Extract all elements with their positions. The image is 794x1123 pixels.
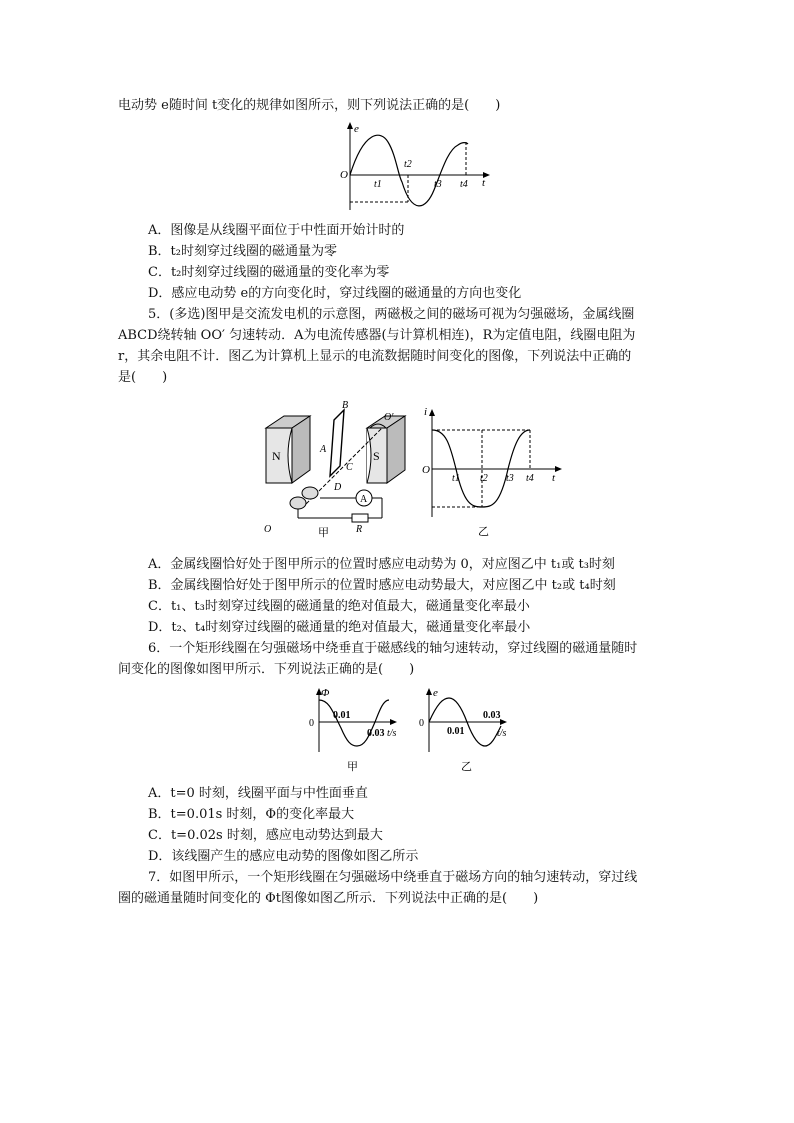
- svg-text:t/s: t/s: [387, 728, 397, 739]
- q5-generator-diagram: [262, 398, 412, 538]
- svg-text:0.01: 0.01: [333, 710, 351, 721]
- svg-text:O′: O′: [384, 412, 394, 423]
- q4-option-c: C．t₂时刻穿过线圈的磁通量的变化率为零: [148, 265, 390, 280]
- svg-text:O: O: [422, 464, 430, 476]
- q6-stem-2: 间变化的图像如图甲所示．下列说法正确的是( ): [118, 662, 415, 677]
- svg-text:乙: 乙: [461, 761, 472, 773]
- q6-option-d: D．该线圈产生的感应电动势的图像如图乙所示: [148, 849, 419, 864]
- axis-label-t: t: [482, 177, 486, 189]
- svg-text:i: i: [424, 406, 428, 418]
- svg-text:0.03: 0.03: [367, 728, 385, 739]
- q4-stem: 电动势 e随时间 t变化的规律如图所示，则下列说法正确的是( ): [118, 98, 501, 113]
- svg-text:t: t: [552, 472, 556, 484]
- q5-stem-4: 是( ): [118, 370, 168, 385]
- q6-option-c: C．t=0.02s 时刻，感应电动势达到最大: [148, 828, 383, 843]
- svg-text:D: D: [334, 482, 342, 493]
- n-pole-label: N: [272, 449, 281, 463]
- svg-text:B: B: [342, 400, 349, 411]
- q7-stem-1: 7．如图甲所示，一个矩形线圈在匀强磁场中绕垂直于磁场方向的轴匀速转动，穿过线: [148, 870, 638, 885]
- figure-caption-yi: 乙: [478, 526, 489, 538]
- axis-label-e: e: [354, 123, 359, 135]
- svg-text:C: C: [346, 462, 353, 473]
- q6-stem-1: 6．一个矩形线圈在匀强磁场中绕垂直于磁感线的轴匀速转动，穿过线圈的磁通量随时: [148, 641, 638, 656]
- q7-stem-2: 圈的磁通量随时间变化的 Φt图像如图乙所示．下列说法中正确的是( ): [118, 891, 539, 906]
- svg-text:t3: t3: [434, 179, 442, 190]
- q5-option-b: B．金属线圈恰好处于图甲所示的位置时感应电动势最大，对应图乙中 t₂或 t₄时刻: [148, 578, 616, 593]
- origin-label: O: [340, 169, 348, 181]
- svg-text:0.03: 0.03: [483, 710, 501, 721]
- svg-text:t/s: t/s: [497, 728, 507, 739]
- q5-option-c: C．t₁、t₃时刻穿过线圈的磁通量的绝对值最大，磁通量变化率最小: [148, 599, 530, 614]
- svg-text:R: R: [356, 524, 363, 535]
- svg-text:Φ: Φ: [321, 687, 330, 699]
- q5-current-graph: [420, 405, 570, 540]
- svg-text:0: 0: [309, 718, 314, 729]
- q5-option-d: D．t₂、t₄时刻穿过线圈的磁通量的绝对值最大，磁通量变化率最小: [148, 620, 531, 635]
- q4-option-a: A．图像是从线圈平面位于中性面开始计时的: [148, 223, 405, 238]
- svg-text:e: e: [433, 687, 438, 699]
- figure-caption-jia: 甲: [318, 527, 329, 538]
- q6-emf-graph: [417, 686, 517, 774]
- q4-option-d: D．感应电动势 e的方向变化时，穿过线圈的磁通量的方向也变化: [148, 286, 522, 301]
- svg-text:A: A: [320, 444, 327, 455]
- q4-option-b: B．t₂时刻穿过线圈的磁通量为零: [148, 244, 337, 259]
- q6-flux-graph: [305, 686, 405, 774]
- svg-text:t1: t1: [452, 473, 460, 484]
- ammeter-label: A: [360, 494, 368, 505]
- svg-text:t3: t3: [506, 473, 514, 484]
- svg-text:甲: 甲: [347, 761, 358, 773]
- s-pole-label: S: [373, 449, 380, 463]
- svg-text:t4: t4: [526, 473, 534, 484]
- q5-option-a: A．金属线圈恰好处于图甲所示的位置时感应电动势为 0，对应图乙中 t₁或 t₃时刻: [148, 557, 615, 572]
- svg-text:t2: t2: [404, 159, 412, 170]
- q5-stem-3: r，其余电阻不计．图乙为计算机上显示的电流数据随时间变化的图像，下列说法中正确的: [118, 349, 632, 364]
- q5-stem-2: ABCD绕转轴 OO′ 匀速转动．A为电流传感器(与计算机相连)，R为定值电阻，线圈电阻为: [118, 328, 636, 343]
- svg-text:O: O: [264, 524, 272, 535]
- svg-text:t4: t4: [460, 179, 468, 190]
- q6-option-b: B．t=0.01s 时刻，Φ的变化率最大: [148, 807, 355, 822]
- svg-text:t1: t1: [374, 179, 382, 190]
- q6-option-a: A．t=0 时刻，线圈平面与中性面垂直: [148, 786, 368, 801]
- svg-text:t2: t2: [480, 473, 488, 484]
- q5-stem-1: 5．(多选)图甲是交流发电机的示意图，两磁极之间的磁场可视为匀强磁场，金属线圈: [148, 307, 635, 322]
- svg-text:0: 0: [419, 718, 424, 729]
- q4-graph: [336, 120, 496, 218]
- svg-text:0.01: 0.01: [447, 726, 465, 737]
